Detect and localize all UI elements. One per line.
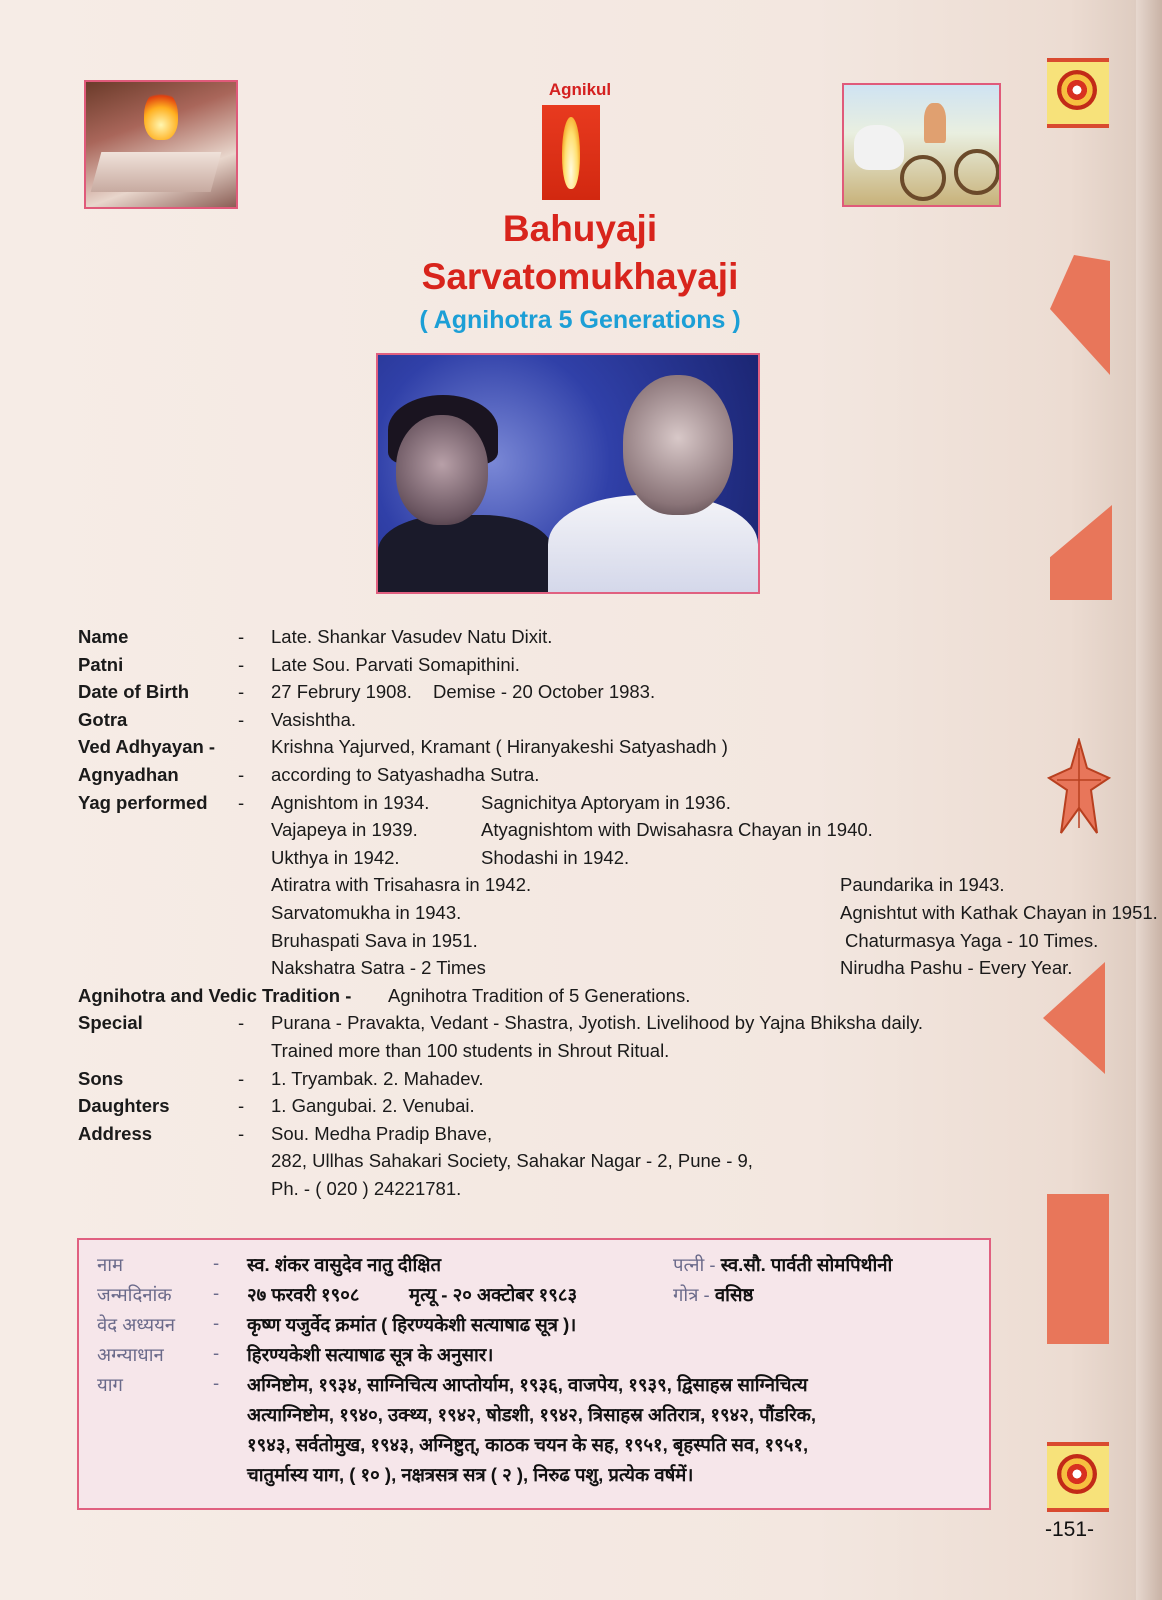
separator: -: [238, 1095, 245, 1117]
separator: -: [213, 1372, 220, 1393]
separator: -: [213, 1342, 220, 1363]
flame-icon: [562, 117, 580, 189]
info-row-yag-2: [78, 816, 1038, 844]
yag-item: Agnishtut with Kathak Chayan in 1951.: [840, 901, 1158, 923]
sons-label: Sons: [78, 1067, 124, 1089]
tradition-value: Agnihotra Tradition of 5 Generations.: [388, 984, 691, 1006]
info-row-yag-4: [78, 871, 1038, 899]
special-value-2: Trained more than 100 students in Shrout Ritual.: [271, 1039, 670, 1061]
patni-value: स्व.सौ. पार्वती सोमपिथीनी: [720, 1254, 893, 1275]
yag-label: Yag performed: [78, 791, 208, 813]
ved-value: कृष्ण यजुर्वेद क्रमांत ( हिरण्यकेशी सत्याषाढ सूत्र )।: [247, 1314, 577, 1335]
marathi-row-yag: [79, 1372, 989, 1402]
agnya-label: अग्न्याधान: [97, 1344, 164, 1365]
yag-item: Paundarika in 1943.: [840, 874, 1005, 896]
chakra-icon: [1047, 58, 1109, 128]
info-row-agnyadhan: [78, 761, 1038, 789]
wheel-shape: [954, 149, 1000, 195]
janma-label: जन्मदिनांक: [97, 1284, 172, 1305]
address-line: Ph. - ( 020 ) 24221781.: [271, 1177, 462, 1199]
address-line: 282, Ullhas Sahakari Society, Sahakar Nagar - 2, Pune - 9,: [271, 1150, 753, 1172]
dob-value: 27 Februry 1908.: [271, 681, 412, 703]
name-label: Name: [78, 626, 129, 647]
separator: -: [238, 1012, 245, 1034]
separator: -: [238, 681, 245, 703]
fire-icon: [144, 90, 178, 140]
marathi-row-naam: [79, 1252, 989, 1282]
yag-item: Ukthya in 1942.: [271, 846, 400, 868]
rectangle-tab-shape: [1047, 1194, 1109, 1344]
gotra-value: वसिष्ठ: [714, 1284, 754, 1305]
separator: -: [238, 653, 245, 675]
separator: -: [238, 791, 245, 813]
janma-value: २७ फरवरी १९०८: [247, 1284, 360, 1305]
info-row-address-2: [78, 1147, 1038, 1175]
info-row-special: [78, 1009, 1038, 1037]
wheel-shape: [900, 155, 946, 201]
yag-item: Agnishtom in 1934.: [271, 791, 430, 813]
separator: -: [213, 1252, 220, 1273]
portrait-woman-body: [378, 515, 553, 594]
portrait-man-face: [623, 375, 733, 515]
marathi-row-yag-4: [79, 1462, 989, 1492]
separator: -: [238, 1067, 245, 1089]
gotra-value: Vasishtha.: [271, 708, 357, 730]
chakra-ring: [1057, 70, 1097, 110]
marathi-row-agnya: [79, 1342, 989, 1372]
chakra-icon: [1047, 1442, 1109, 1512]
marathi-gotra: [673, 1282, 753, 1307]
page-subtitle: ( Agnihotra 5 Generations ): [419, 306, 741, 334]
yag-item: Bruhaspati Sava in 1951.: [271, 929, 478, 951]
dob-label: Date of Birth: [78, 681, 189, 703]
page-number: -151-: [1045, 1518, 1095, 1541]
couple-portrait: [376, 353, 760, 594]
name-value: Late. Shankar Vasudev Natu Dixit.: [271, 626, 553, 647]
yag-line: अग्निष्टोम, १९३४, साग्निचित्य आप्तोर्याम, १९३६, वाजपेय, १९३९, द्विसाहस्र साग्निचित्य: [247, 1374, 808, 1395]
patni-label: Patni: [78, 653, 124, 675]
info-row-address: [78, 1120, 1038, 1148]
yag-item: Vajapeya in 1939.: [271, 819, 418, 841]
yag-item: Sagnichitya Aptoryam in 1936.: [481, 791, 731, 813]
info-row-patni: [78, 651, 1038, 679]
info-row-sons: [78, 1065, 1038, 1093]
patni-value: Late Sou. Parvati Somapithini.: [271, 653, 520, 675]
yag-item: Shodashi in 1942.: [481, 846, 630, 868]
separator: -: [213, 1282, 220, 1303]
marathi-row-yag-2: [79, 1402, 989, 1432]
biography-info: [78, 623, 1158, 1202]
altar-slab: [91, 152, 222, 192]
yag-item: Chaturmasya Yaga - 10 Times.: [845, 929, 1099, 951]
page-title-line2: Sarvatomukhayaji: [421, 256, 739, 297]
ved-label: वेद अध्ययन: [97, 1314, 176, 1335]
info-row-tradition: [78, 982, 1038, 1010]
gotra-label: गोत्र -: [673, 1284, 710, 1305]
mrutyu-value: मृत्यू - २० अक्टोबर १९८३: [409, 1284, 578, 1305]
yag-item: Sarvatomukha in 1943.: [271, 901, 462, 923]
info-row-dob: [78, 678, 1038, 706]
address-line: Sou. Medha Pradip Bhave,: [271, 1122, 493, 1144]
yag-item: Atyagnishtom with Dwisahasra Chayan in 1940.: [481, 819, 873, 841]
portrait-woman-face: [396, 415, 488, 525]
yag-item: Atiratra with Trisahasra in 1942.: [271, 874, 532, 896]
info-row-gotra: [78, 706, 1038, 734]
agnya-value: हिरण्यकेशी सत्याषाढ सूत्र के अनुसार।: [247, 1344, 494, 1365]
demise-value: Demise - 20 October 1983.: [433, 681, 656, 703]
chakra-ring: [1057, 1454, 1097, 1494]
agnyadhan-value: according to Satyashadha Sutra.: [271, 763, 540, 785]
tradition-label: Agnihotra and Vedic Tradition -: [78, 984, 352, 1006]
agnikul-logo: [542, 105, 600, 200]
info-row-yag-3: [78, 844, 1038, 872]
marathi-summary-box: [77, 1238, 991, 1510]
patni-label: पत्नी -: [673, 1254, 716, 1275]
horse-shape: [854, 125, 904, 170]
rider-shape: [924, 103, 946, 143]
yag-line: १९४३, सर्वतोमुख, १९४३, अग्निष्टुत्, काठक चयन के सह, १९५१, बृहस्पति सव, १९५१,: [247, 1434, 809, 1455]
ved-label: Ved Adhyayan -: [78, 736, 216, 758]
page-edge: [1136, 0, 1162, 1600]
info-row-yag-7: [78, 954, 1073, 982]
marathi-patni: [673, 1252, 892, 1277]
info-row-name: [78, 623, 1038, 651]
separator: -: [238, 708, 245, 730]
marathi-row-yag-3: [79, 1432, 989, 1462]
info-row-ved: [78, 733, 1038, 761]
separator: -: [238, 1122, 245, 1144]
naam-value: स्व. शंकर वासुदेव नातु दीक्षित: [247, 1254, 442, 1275]
address-label: Address: [78, 1122, 153, 1144]
daughters-value: 1. Gangubai. 2. Venubai.: [271, 1095, 475, 1117]
sons-value: 1. Tryambak. 2. Mahadev.: [271, 1067, 484, 1089]
info-row-daughters: [78, 1092, 1038, 1120]
yag-line: अत्याग्निष्टोम, १९४०, उक्थ्य, १९४२, षोडशी, १९४२, त्रिसाहस्र अतिरात्र, १९४२, पौंडरिक,: [247, 1404, 817, 1425]
info-row-address-3: [78, 1175, 1038, 1203]
separator: -: [213, 1312, 220, 1333]
page-title-line1: Bahuyaji: [502, 208, 658, 249]
yag-item: Nakshatra Satra - 2 Times: [271, 957, 486, 979]
yag-label: याग: [97, 1374, 123, 1395]
chariot-photo: [842, 83, 1001, 207]
agnyadhan-label: Agnyadhan: [78, 763, 179, 785]
gotra-label: Gotra: [78, 708, 128, 730]
special-label: Special: [78, 1012, 143, 1034]
naam-label: नाम: [97, 1254, 124, 1275]
marathi-row-ved: [79, 1312, 989, 1342]
marathi-row-janma: [79, 1282, 989, 1312]
info-row-yag-5: [78, 899, 1158, 927]
separator: -: [238, 626, 245, 647]
info-row-special-2: [78, 1037, 1038, 1065]
ved-value: Krishna Yajurved, Kramant ( Hiranyakeshi Satyashadh ): [271, 736, 728, 758]
yag-line: चातुर्मास्य याग, ( १० ), नक्षत्रसत्र सत्र ( २ ), निरुढ पशु, प्रत्येक वर्षमें।: [247, 1464, 694, 1485]
separator: -: [238, 763, 245, 785]
info-row-yag-1: [78, 789, 1038, 817]
yag-item: Nirudha Pashu - Every Year.: [840, 957, 1073, 979]
fire-altar-photo: [84, 80, 238, 209]
info-row-yag-6: [78, 927, 1099, 955]
eagle-icon: [1047, 738, 1111, 853]
daughters-label: Daughters: [78, 1095, 170, 1117]
logo-label: Agnikul: [548, 80, 612, 99]
special-value: Purana - Pravakta, Vedant - Shastra, Jyotish. Livelihood by Yajna Bhiksha daily.: [271, 1012, 923, 1034]
